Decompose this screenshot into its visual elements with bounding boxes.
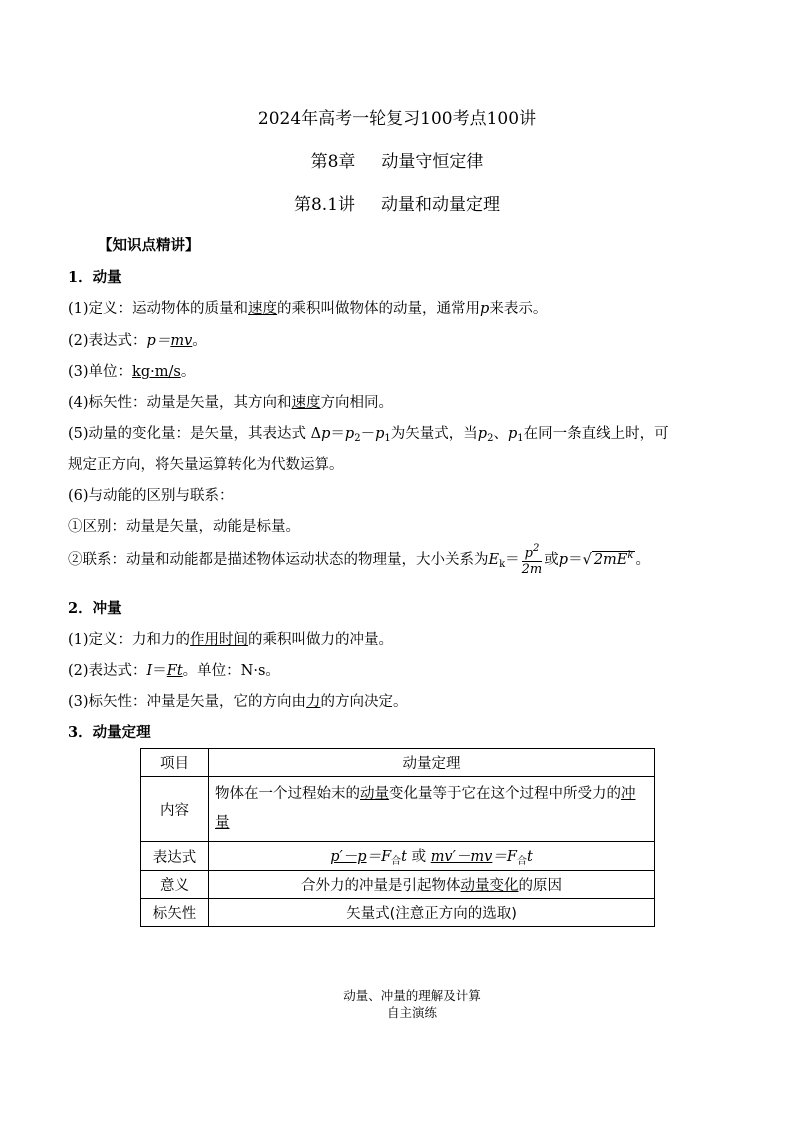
difference-title: (6)与动能的区别与联系： (68, 488, 234, 504)
chapter-title: 第8章 动量守恒定律 (310, 152, 484, 172)
section-3-heading: 3．动量定理 (68, 724, 151, 741)
momentum-unit: (3)单位：kg·m/s。 (68, 364, 196, 380)
table-row (141, 749, 655, 777)
table-cell-key: 标矢性 (141, 899, 209, 927)
table-cell-key: 内容 (141, 777, 209, 842)
impulse-vector: (3)标矢性：冲量是矢量，它的方向由力的方向决定。 (68, 694, 408, 710)
table-cell-expression: $p'-p=F_合t$ 或 $mv'-mv=F_合t$ (209, 842, 655, 871)
momentum-definition: (1)定义：运动物体的质量和速度的乘积叫做物体的动量，通常用p来表示。 (68, 301, 548, 317)
fraction-p2-over-2m: $\frac{p^2}{2m}$ (521, 543, 543, 577)
table-header-value: 动量定理 (209, 749, 655, 777)
footer-line-1: 动量、冲量的理解及计算 (343, 988, 481, 1003)
table-row (141, 899, 655, 927)
section-label: 【知识点精讲】 (98, 237, 200, 254)
table-row (141, 871, 655, 899)
lecture-title: 第8.1讲 动量和动量定理 (293, 195, 501, 215)
momentum-change-cont: 规定正方向，将矢量运算转化为代数运算。 (68, 457, 344, 473)
difference-item-2: ②联系：动量和动能都是描述物体运动状态的物理量，大小关系为$E_k=$ $\frac{p^2}{2m}$ 或p＝√ $2mE^k$ 。 (68, 543, 650, 577)
momentum-change: (5)动量的变化量：是矢量，其表达式 $\Delta p=p_2-p_1$为矢量式，当$p_2$、$p_1$在同一条直线上时，可 (68, 426, 669, 444)
difference-item-1: ①区别：动量是矢量，动能是标量。 (68, 519, 300, 535)
impulse-definition: (1)定义：力和力的作用时间的乘积叫做力的冲量。 (68, 632, 394, 648)
main-title: 2024年高考一轮复习100考点100讲 (257, 109, 537, 129)
section-1-heading: 1．动量 (68, 269, 122, 286)
momentum-vector: (4)标矢性：动量是矢量，其方向和速度方向相同。 (68, 395, 394, 411)
section-2-heading: 2．冲量 (68, 600, 122, 617)
table-cell-key: 意义 (141, 871, 209, 899)
table-cell-meaning: 合外力的冲量是引起物体动量变化的原因 (209, 871, 655, 899)
table-cell-vector: 矢量式(注意正方向的选取) (209, 899, 655, 927)
table-cell-content: 物体在一个过程始末的动量变化量等于它在这个过程中所受力的冲量 (209, 777, 655, 842)
theorem-table (140, 748, 655, 927)
table-cell-key: 表达式 (141, 842, 209, 871)
table-header-item: 项目 (141, 749, 209, 777)
table-row (141, 842, 655, 871)
footer-line-2: 自主演练 (386, 1005, 437, 1020)
sqrt-icon: √ (582, 552, 592, 568)
impulse-expression: (2)表达式：I＝Ft。单位：N·s。 (68, 663, 280, 679)
momentum-expression: (2)表达式：p＝mv。 (68, 333, 207, 349)
table-row (141, 777, 655, 842)
